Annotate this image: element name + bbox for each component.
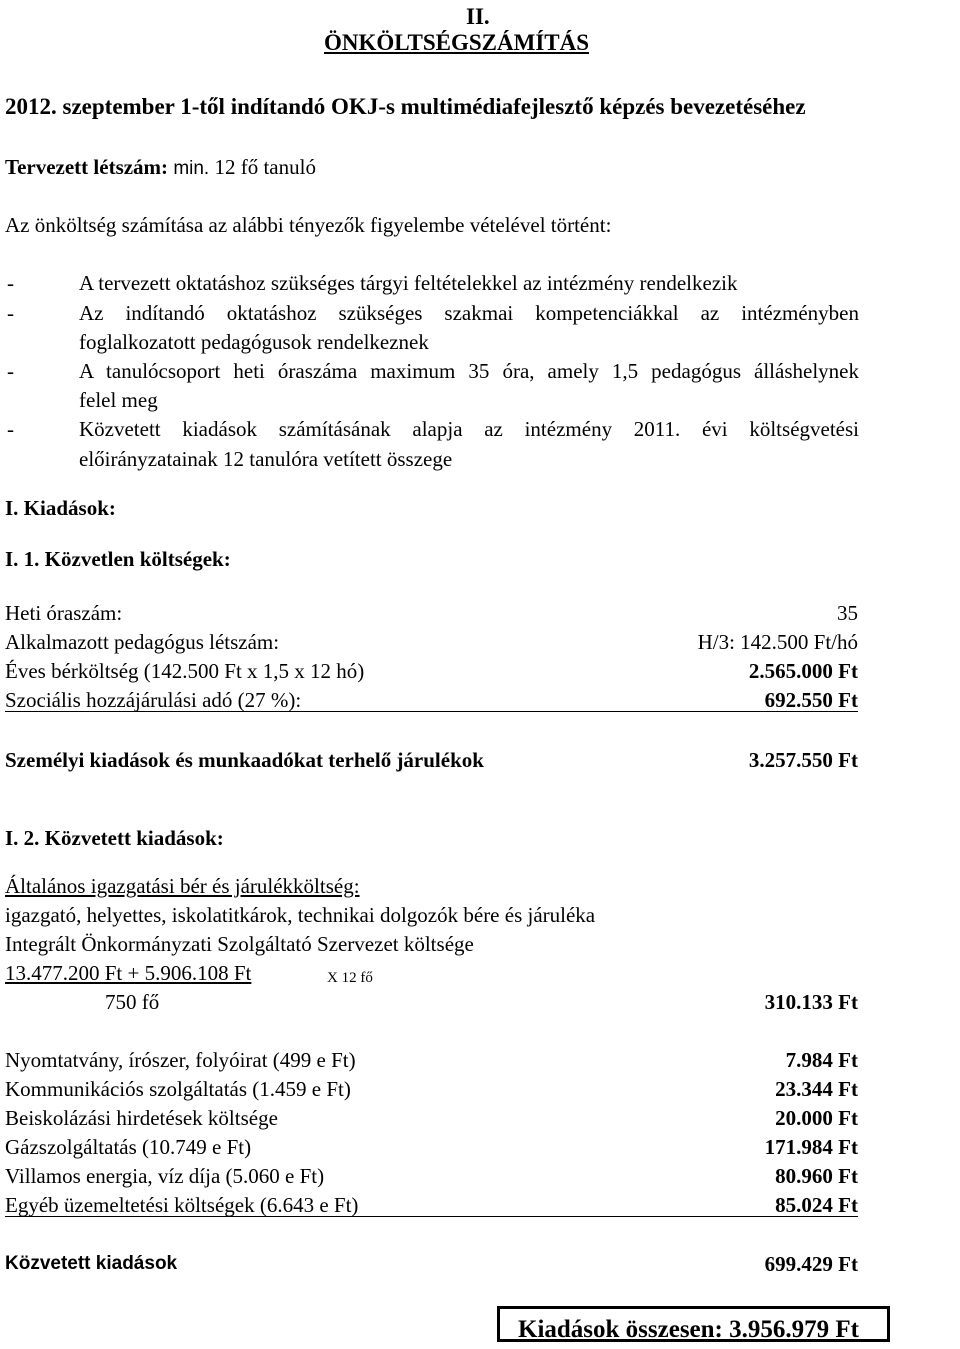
indirect-row-label: Villamos energia, víz díja (5.060 e Ft): [5, 1164, 325, 1188]
list-bullet: -: [7, 417, 14, 441]
direct-row-value: 692.550 Ft: [764, 688, 858, 712]
indirect-row-value: 20.000 Ft: [775, 1106, 858, 1130]
page-subtitle: 2012. szeptember 1-től indítandó OKJ-s multimédiafejlesztő képzés bevezetéséhez: [5, 94, 806, 119]
fraction-multiplier: X 12 fő: [327, 970, 373, 986]
direct-total-value: 3.257.550 Ft: [748, 748, 858, 772]
factor-item-4: Közvetett kiadások számításának alapja az intézmény 2011. évi költségvetési: [79, 417, 859, 441]
intro-text: Az önköltség számítása az alábbi tényezők figyelembe vételével történt:: [5, 213, 612, 237]
fraction-numerator: 13.477.200 Ft + 5.906.108 Ft: [5, 961, 252, 985]
grand-total: Kiadások összesen: 3.956.979 Ft: [518, 1316, 859, 1343]
list-bullet: -: [7, 271, 14, 295]
planned-label: Tervezett létszám:: [5, 155, 169, 179]
direct-row-value: 2.565.000 Ft: [748, 659, 858, 683]
indirect-row-label: Gázszolgáltatás (10.749 e Ft): [5, 1135, 252, 1159]
subtotal-rule: [5, 1216, 858, 1217]
grand-total-box: [497, 1306, 890, 1342]
direct-row-label: Alkalmazott pedagógus létszám:: [5, 630, 280, 654]
indirect-row-value: 85.024 Ft: [775, 1193, 858, 1217]
direct-costs-heading: I. 1. Közvetlen költségek:: [5, 547, 231, 571]
indirect-row-value: 171.984 Ft: [764, 1135, 858, 1159]
factor-item-1: A tervezett oktatáshoz szükséges tárgyi feltételekkel az intézmény rendelkezik: [79, 271, 738, 295]
direct-row-label: Heti óraszám:: [5, 601, 123, 625]
indirect-row-label: Kommunikációs szolgáltatás (1.459 e Ft): [5, 1077, 351, 1101]
direct-total-label: Személyi kiadások és munkaadókat terhelő járulékok: [5, 748, 484, 772]
subtotal-rule: [5, 711, 858, 712]
indirect-row-value: 23.344 Ft: [775, 1077, 858, 1101]
indirect-row-label: Beiskolázási hirdetések költsége: [5, 1106, 278, 1130]
indirect-row-value: 7.984 Ft: [785, 1048, 858, 1072]
indirect-row-label: Nyomtatvány, írószer, folyóirat (499 e Ft): [5, 1048, 356, 1072]
page-title: ÖNKÖLTSÉGSZÁMÍTÁS: [324, 30, 590, 55]
planned-min: min.: [173, 158, 210, 179]
direct-row-label: Szociális hozzájárulási adó (27 %):: [5, 688, 302, 712]
indirect-row-value: 80.960 Ft: [775, 1164, 858, 1188]
indirect-total-label: Közvetett kiadások: [5, 1253, 178, 1274]
factor-item-4-cont: előirányzatainak 12 tanulóra vetített összege: [79, 447, 453, 471]
section-expenses-heading: I. Kiadások:: [5, 496, 116, 520]
list-bullet: -: [7, 301, 14, 325]
general-admin-line: igazgató, helyettes, iskolatitkárok, technikai dolgozók bére és járuléka: [5, 903, 596, 927]
direct-row-value: 35: [837, 601, 858, 625]
factor-item-2-cont: foglalkozatott pedagógusok rendelkeznek: [79, 330, 429, 354]
direct-row-value: H/3: 142.500 Ft/hó: [697, 630, 858, 654]
planned-value: 12 fő tanuló: [214, 155, 316, 179]
indirect-total-value: 699.429 Ft: [764, 1252, 858, 1276]
factor-item-3-cont: felel meg: [79, 388, 158, 412]
factor-item-3: A tanulócsoport heti óraszáma maximum 35 óra, amely 1,5 pedagógus álláshelynek: [79, 359, 859, 383]
planned-headcount: [5, 157, 316, 178]
list-bullet: -: [7, 359, 14, 383]
fraction-value: 310.133 Ft: [764, 990, 858, 1014]
direct-row-label: Éves bérköltség (142.500 Ft x 1,5 x 12 hó): [5, 659, 365, 683]
general-admin-line: Integrált Önkormányzati Szolgáltató Szervezet költsége: [5, 932, 474, 956]
general-admin-label: Általános igazgatási bér és járulékköltség:: [5, 874, 360, 898]
factor-item-2: Az indítandó oktatáshoz szükséges szakmai kompetenciákkal az intézményben: [79, 301, 859, 325]
fraction-denominator: 750 fő: [105, 990, 160, 1014]
indirect-costs-heading: I. 2. Közvetett kiadások:: [5, 826, 224, 850]
section-number: II.: [466, 4, 490, 29]
indirect-row-label: Egyéb üzemeltetési költségek (6.643 e Ft): [5, 1193, 359, 1217]
